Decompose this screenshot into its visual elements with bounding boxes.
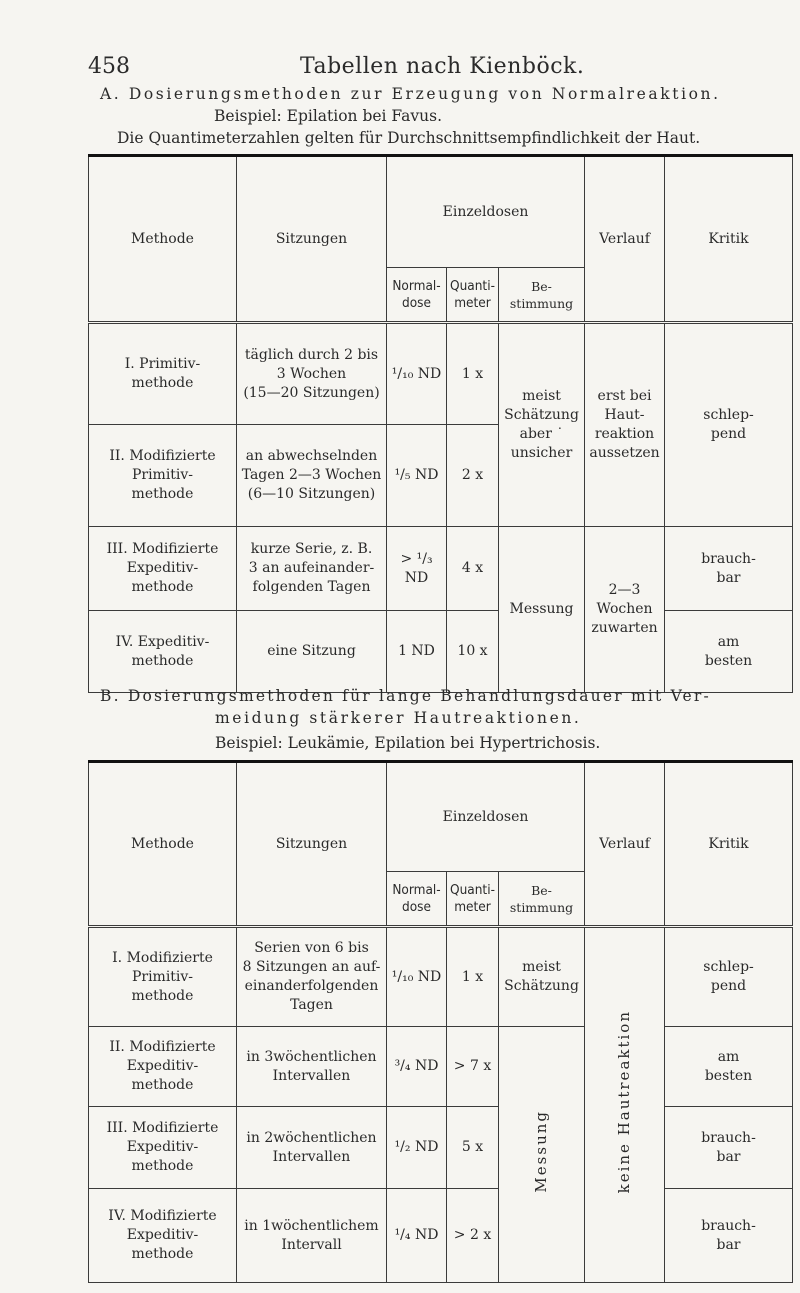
- header-normaldose: Normal- dose: [387, 268, 447, 323]
- bestimmung-cell: [499, 1027, 585, 1283]
- header-normaldose: Normal- dose: [387, 872, 447, 927]
- methode-cell: II. Modifizierte Expeditiv- methode: [89, 1027, 237, 1107]
- quantimeter-cell: > 2 x: [447, 1189, 499, 1283]
- sitzungen-cell: kurze Serie, z. B. 3 an aufeinander- folgenden Tagen: [237, 527, 387, 611]
- sitzungen-cell: täglich durch 2 bis 3 Wochen (15—20 Sitzungen): [237, 323, 387, 425]
- normaldose-cell: > ¹/₃ ND: [387, 527, 447, 611]
- methode-cell: IV. Modifizierte Expeditiv- methode: [89, 1189, 237, 1283]
- verlauf-cell: 2—3 Wochen zuwarten: [585, 527, 665, 693]
- header-bestimmung: Be- stimmung: [499, 268, 585, 323]
- quantimeter-cell: 5 x: [447, 1107, 499, 1189]
- header-einzeldosen: Einzeldosen: [387, 762, 585, 872]
- quantimeter-cell: 1 x: [447, 927, 499, 1027]
- section-b-title-line1: B. Dosierungsmethoden für lange Behandlungsdauer mit Ver-: [100, 687, 711, 705]
- header-sitzungen: Sitzungen: [237, 156, 387, 323]
- table-a: [88, 154, 793, 693]
- page-header: [88, 44, 728, 84]
- verlauf-keine-hautreaktion: keine Hautreaktion: [615, 1010, 634, 1194]
- header-bestimmung: Be- stimmung: [499, 872, 585, 927]
- normaldose-cell: ¹/₅ ND: [387, 425, 447, 527]
- kritik-cell: brauch- bar: [665, 527, 793, 611]
- table-row: [89, 611, 793, 693]
- sitzungen-cell: Serien von 6 bis 8 Sitzungen an auf- einanderfolgenden Tagen: [237, 927, 387, 1027]
- quantimeter-cell: 1 x: [447, 323, 499, 425]
- sitzungen-cell: in 3wöchentlichen Intervallen: [237, 1027, 387, 1107]
- table-row: [89, 527, 793, 611]
- header-einzeldosen: Einzeldosen: [387, 156, 585, 268]
- header-sitzungen: Sitzungen: [237, 762, 387, 927]
- sitzungen-cell: eine Sitzung: [237, 611, 387, 693]
- bestimmung-messung: Messung: [532, 1110, 550, 1193]
- kritik-cell: schlep- pend: [665, 323, 793, 527]
- table-row: [89, 1027, 793, 1107]
- bestimmung-cell: meist Schätzung aber ˙ unsicher: [499, 323, 585, 527]
- methode-cell: III. Modifizierte Expeditiv- methode: [89, 1107, 237, 1189]
- methode-cell: II. Modifizierte Primitiv- methode: [89, 425, 237, 527]
- kritik-cell: brauch- bar: [665, 1189, 793, 1283]
- sitzungen-cell: in 2wöchentlichen Intervallen: [237, 1107, 387, 1189]
- header-verlauf: Verlauf: [585, 762, 665, 927]
- header-methode: Methode: [89, 762, 237, 927]
- header-quantimeter: Quanti- meter: [447, 268, 499, 323]
- methode-cell: III. Modifizierte Expeditiv- methode: [89, 527, 237, 611]
- bestimmung-cell: meist Schätzung: [499, 927, 585, 1027]
- methode-cell: I. Primitiv- methode: [89, 323, 237, 425]
- table-row: [89, 1189, 793, 1283]
- methode-cell: IV. Expeditiv- methode: [89, 611, 237, 693]
- table-row: [89, 1107, 793, 1189]
- kritik-cell: am besten: [665, 1027, 793, 1107]
- quantimeter-cell: 4 x: [447, 527, 499, 611]
- quantimeter-cell: 10 x: [447, 611, 499, 693]
- kritik-cell: schlep- pend: [665, 927, 793, 1027]
- section-a-note: Die Quantimeterzahlen gelten für Durchschnittsempfindlichkeit der Haut.: [117, 129, 701, 147]
- table-row: [89, 927, 793, 1027]
- methode-cell: I. Modifizierte Primitiv- methode: [89, 927, 237, 1027]
- section-b-example: Beispiel: Leukämie, Epilation bei Hypertrichosis.: [215, 734, 601, 752]
- normaldose-cell: ¹/₁₀ ND: [387, 323, 447, 425]
- quantimeter-cell: 2 x: [447, 425, 499, 527]
- header-quantimeter: Quanti- meter: [447, 872, 499, 927]
- section-a-title: A. Dosierungsmethoden zur Erzeugung von Normalreaktion.: [100, 85, 721, 103]
- normaldose-cell: ¹/₂ ND: [387, 1107, 447, 1189]
- header-kritik: Kritik: [665, 156, 793, 323]
- kritik-cell: brauch- bar: [665, 1107, 793, 1189]
- normaldose-cell: 1 ND: [387, 611, 447, 693]
- section-b-title-line2: meidung stärkerer Hautreaktionen.: [215, 709, 582, 727]
- quantimeter-cell: > 7 x: [447, 1027, 499, 1107]
- kritik-cell: am besten: [665, 611, 793, 693]
- header-kritik: Kritik: [665, 762, 793, 927]
- sitzungen-cell: an abwechselnden Tagen 2—3 Wochen (6—10 Sitzungen): [237, 425, 387, 527]
- verlauf-cell: erst bei Haut- reaktion aussetzen: [585, 323, 665, 527]
- running-head: Tabellen nach Kienböck.: [300, 54, 585, 79]
- table-b: [88, 760, 793, 1283]
- normaldose-cell: ³/₄ ND: [387, 1027, 447, 1107]
- page-number: 458: [88, 54, 130, 79]
- normaldose-cell: ¹/₄ ND: [387, 1189, 447, 1283]
- section-a-example: Beispiel: Epilation bei Favus.: [214, 107, 442, 125]
- table-row: [89, 323, 793, 425]
- sitzungen-cell: in 1wöchentlichem Intervall: [237, 1189, 387, 1283]
- verlauf-cell: [585, 927, 665, 1283]
- bestimmung-cell: Messung: [499, 527, 585, 693]
- header-methode: Methode: [89, 156, 237, 323]
- header-verlauf: Verlauf: [585, 156, 665, 323]
- normaldose-cell: ¹/₁₀ ND: [387, 927, 447, 1027]
